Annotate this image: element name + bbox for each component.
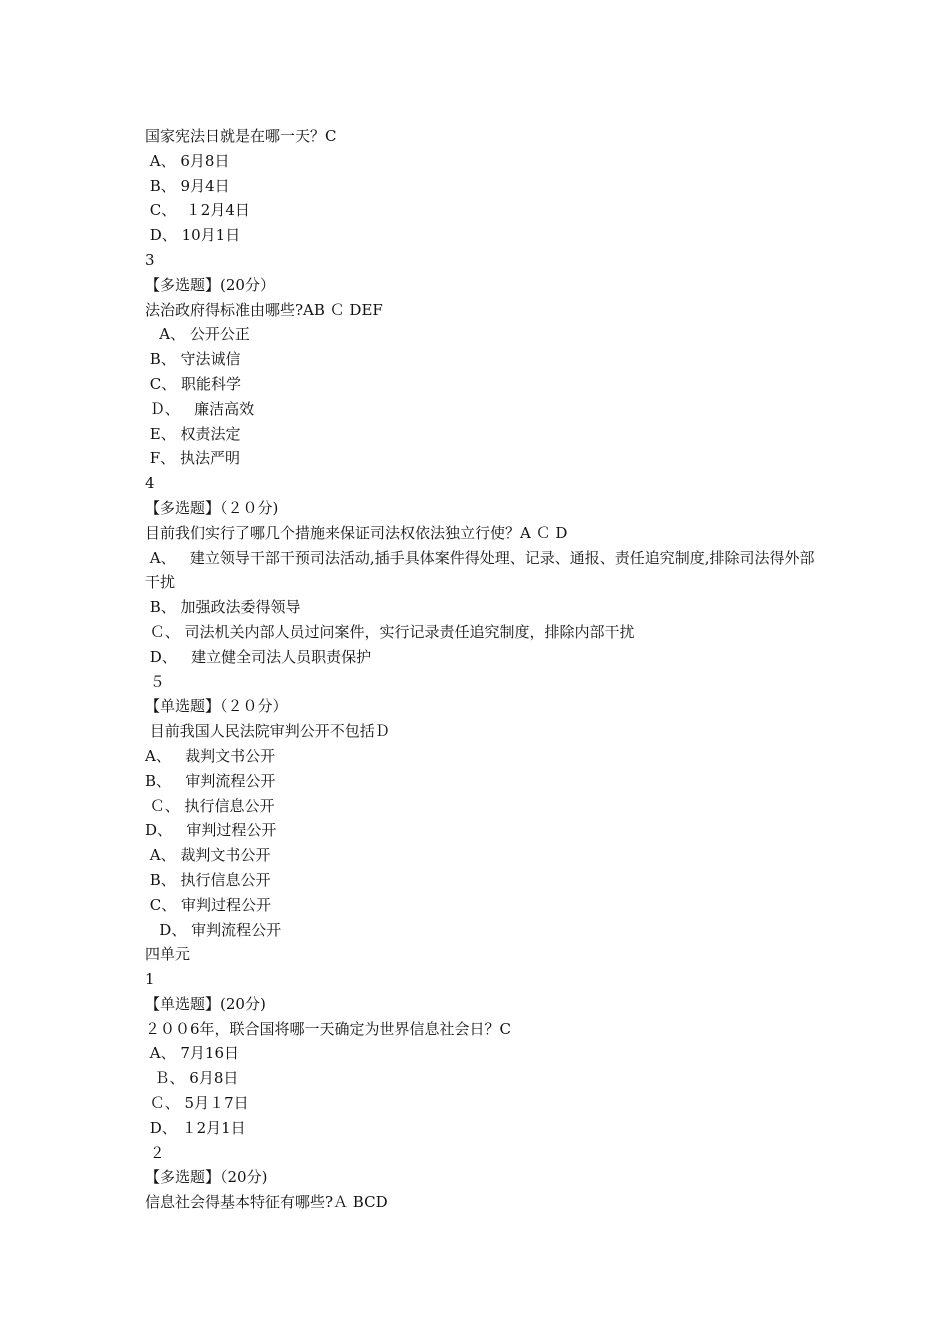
question-type: 【多选题】（２０分) [145,498,279,517]
option-d: D、 建立健全司法人员职责保护 [145,647,372,666]
question-number: 1 [145,970,155,989]
question-number: 3 [145,250,155,269]
question-text: 目前我们实行了哪几个措施来保证司法权依法独立行使？A Ｃ D [145,523,568,542]
option-d: D、 １2月1日 [145,1118,246,1137]
option-c: C、 职能科学 [145,374,242,393]
option-b: B、 守法诚信 [145,350,241,369]
question-text: 目前我国人民法院审判公开不包括Ｄ [145,722,390,741]
option-d: D、 审判流程公开 [145,920,282,939]
option-c: C、 １2月4日 [145,201,250,220]
option-d: D、 10月1日 [145,226,241,245]
option-b: B、 审判流程公开 [145,771,276,790]
option-b: B、 执行信息公开 [145,870,271,889]
option-a: A、 6月8日 [145,151,230,170]
question-text: ２００6年，联合国将哪一天确定为世界信息社会日？C [145,1019,512,1038]
question-number: 4 [145,474,155,493]
option-b: B、 加强政法委得领导 [145,598,301,617]
option-c: Ｃ、 执行信息公开 [145,796,275,815]
question-text: 国家宪法日就是在哪一天？C [145,127,337,145]
question-text: 信息社会得基本特征有哪些?Ａ BCD [145,1193,388,1212]
option-c: Ｃ、 司法机关内部人员过问案件，实行记录责任追究制度，排除内部干扰 [145,622,635,641]
option-c: Ｃ、 5月１7日 [145,1094,249,1113]
option-a: A、 建立领导干部干预司法活动,插手具体案件得处理、记录、通报、责任追究制度,排除司法得外部干扰 [145,548,815,592]
option-f: F、 执法严明 [145,449,240,468]
option-a: A、 7月16日 [145,1044,239,1063]
question-number: ５ [145,672,165,691]
question-type: 【多选题】（20分) [145,1168,268,1187]
option-d: D、 审判过程公开 [145,821,277,840]
section-heading: 四单元 [145,945,191,964]
question-text: 法治政府得标准由哪些?AB Ｃ DEF [145,300,383,319]
document-body [145,124,825,1215]
option-a: A、 裁判文书公开 [145,846,271,865]
option-b: B、 9月4日 [145,176,230,195]
option-a: A、 公开公正 [145,325,250,344]
question-type: 【多选题】(20分） [145,275,275,294]
option-e: E、 权责法定 [145,424,241,443]
option-b: Ｂ、 6月8日 [145,1069,239,1088]
question-type: 【单选题】（２０分） [145,697,288,716]
question-type: 【单选题】(20分) [145,994,266,1013]
option-a: A、 裁判文书公开 [145,746,276,765]
question-number: ２ [145,1143,165,1162]
option-d: Ｄ、 廉洁高效 [145,399,255,418]
option-c: C、 审判过程公开 [145,895,272,914]
